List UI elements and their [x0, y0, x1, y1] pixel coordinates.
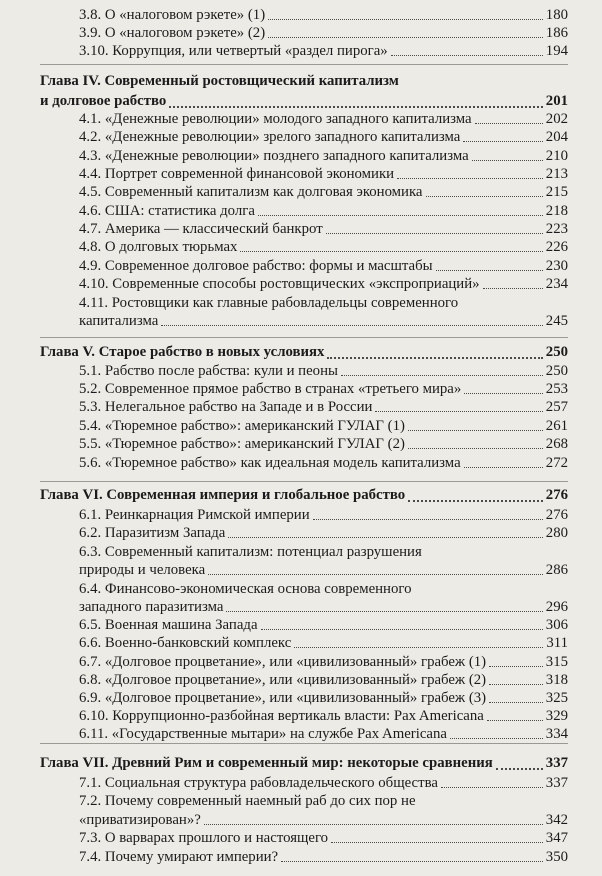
entry-title: 4.2. «Денежные революции» зрелого западного капитализма — [79, 129, 461, 145]
entry-page-number: 218 — [545, 203, 568, 219]
dot-leader — [258, 215, 543, 216]
entry-title: западного паразитизма — [79, 599, 224, 615]
entry-page-number: 223 — [545, 221, 568, 237]
dot-leader — [464, 393, 543, 394]
entry-page-number: 276 — [545, 507, 568, 523]
chapter-title: Глава VI. Современная империя и глобальное рабство — [40, 487, 406, 503]
dot-leader — [391, 55, 543, 56]
dot-leader — [261, 629, 543, 630]
entry-page-number: 186 — [545, 25, 568, 41]
dot-leader — [228, 537, 542, 538]
entry-page-number: 311 — [546, 635, 568, 651]
entry-title: 6.3. Современный капитализм: потенциал разрушения — [79, 544, 422, 560]
chapter-title: и долговое рабство — [40, 93, 167, 109]
entry-title: 5.6. «Тюремное рабство» как идеальная модель капитализма — [79, 455, 461, 471]
dot-leader — [408, 500, 543, 502]
section-divider — [40, 337, 568, 338]
entry-page-number: 245 — [545, 313, 568, 329]
entry-title: 4.5. Современный капитализм как долговая экономика — [79, 184, 423, 200]
toc-section-4-8[interactable] — [0, 238, 602, 257]
entry-page-number: 337 — [545, 755, 568, 771]
toc-section-6-7[interactable] — [0, 653, 602, 672]
entry-page-number: 280 — [545, 525, 568, 541]
dot-leader — [496, 768, 543, 770]
chapter-title: Глава V. Старое рабство в новых условиях — [40, 344, 325, 360]
toc-chapter-4-heading[interactable] — [0, 72, 602, 91]
entry-title: капитализма — [79, 313, 159, 329]
dot-leader — [204, 824, 543, 825]
dot-leader — [268, 19, 543, 20]
toc-section-6-3[interactable] — [0, 561, 602, 580]
entry-title: 6.9. «Долговое процветание», или «цивилизованный» грабеж (3) — [79, 690, 487, 706]
dot-leader — [463, 141, 542, 142]
entry-title: 4.11. Ростовщики как главные рабовладельцы современного — [79, 295, 459, 311]
entry-title: 6.7. «Долговое процветание», или «цивилизованный» грабеж (1) — [79, 654, 487, 670]
toc-chapter-4[interactable] — [0, 92, 602, 111]
entry-title: 6.1. Реинкарнация Римской империи — [79, 507, 310, 523]
entry-page-number: 261 — [545, 418, 568, 434]
section-divider — [40, 64, 568, 65]
toc-section-4-4[interactable] — [0, 165, 602, 184]
entry-title: 6.6. Военно-банковский комплекс — [79, 635, 292, 651]
entry-title: 7.3. О варварах прошлого и настоящего — [79, 830, 329, 846]
entry-title: 4.8. О долговых тюрьмах — [79, 239, 238, 255]
toc-section-4-10[interactable] — [0, 275, 602, 294]
dot-leader — [326, 233, 543, 234]
entry-page-number: 204 — [545, 129, 568, 145]
entry-page-number: 202 — [545, 111, 568, 127]
entry-page-number: 315 — [545, 654, 568, 670]
dot-leader — [472, 160, 543, 161]
dot-leader — [375, 411, 542, 412]
entry-page-number: 210 — [545, 148, 568, 164]
entry-title: 4.10. Современные способы ростовщических «экспроприаций» — [79, 276, 480, 292]
entry-title: 6.2. Паразитизм Запада — [79, 525, 226, 541]
dot-leader — [426, 196, 543, 197]
dot-leader — [408, 448, 543, 449]
dot-leader — [487, 720, 543, 721]
entry-title: 4.4. Портрет современной финансовой экономики — [79, 166, 395, 182]
entry-title: 6.4. Финансово-экономическая основа современного — [79, 581, 412, 597]
entry-page-number: 325 — [545, 690, 568, 706]
toc-section-3-8[interactable] — [0, 6, 602, 25]
chapter-title: Глава VII. Древний Рим и современный мир: некоторые сравнения — [40, 755, 493, 771]
dot-leader — [489, 684, 543, 685]
dot-leader — [483, 288, 543, 289]
toc-section-3-10[interactable] — [0, 42, 602, 61]
entry-page-number: 253 — [545, 381, 568, 397]
entry-title: 6.5. Военная машина Запада — [79, 617, 258, 633]
dot-leader — [489, 666, 543, 667]
entry-title: 5.4. «Тюремное рабство»: американский ГУЛАГ (1) — [79, 418, 405, 434]
entry-page-number: 234 — [545, 276, 568, 292]
entry-page-number: 230 — [545, 258, 568, 274]
entry-page-number: 268 — [545, 436, 568, 452]
dot-leader — [397, 178, 543, 179]
toc-section-4-11[interactable] — [0, 312, 602, 331]
toc-section-5-5[interactable] — [0, 435, 602, 454]
entry-title: 7.4. Почему умирают империи? — [79, 849, 279, 865]
entry-title: 4.6. США: статистика долга — [79, 203, 255, 219]
dot-leader — [208, 574, 543, 575]
entry-page-number: 272 — [545, 455, 568, 471]
entry-title: 4.7. Америка — классический банкрот — [79, 221, 323, 237]
entry-page-number: 342 — [545, 812, 568, 828]
entry-title: 4.1. «Денежные революции» молодого западного капитализма — [79, 111, 472, 127]
dot-leader — [441, 787, 543, 788]
entry-page-number: 250 — [545, 363, 568, 379]
entry-page-number: 286 — [545, 562, 568, 578]
entry-page-number: 257 — [545, 399, 568, 415]
toc-section-6-4[interactable] — [0, 598, 602, 617]
toc-chapter-7[interactable] — [0, 754, 602, 773]
entry-page-number: 250 — [545, 344, 568, 360]
dot-leader — [313, 519, 543, 520]
entry-title: «приватизирован»? — [79, 812, 201, 828]
toc-section-4-3[interactable] — [0, 147, 602, 166]
dot-leader — [327, 357, 542, 359]
entry-title: 7.1. Социальная структура рабовладельческого общества — [79, 775, 438, 791]
entry-title: 5.5. «Тюремное рабство»: американский ГУЛАГ (2) — [79, 436, 405, 452]
section-divider — [40, 481, 568, 482]
toc-section-5-4[interactable] — [0, 417, 602, 436]
toc-section-5-1[interactable] — [0, 362, 602, 381]
entry-page-number: 350 — [545, 849, 568, 865]
toc-section-4-6[interactable] — [0, 202, 602, 221]
dot-leader — [408, 430, 543, 431]
entry-page-number: 226 — [545, 239, 568, 255]
toc-section-7-4[interactable] — [0, 848, 602, 867]
entry-page-number: 296 — [545, 599, 568, 615]
entry-title: 6.11. «Государственные мытари» на службе Pax Americana — [79, 726, 447, 742]
toc-section-6-1[interactable] — [0, 506, 602, 525]
toc-section-6-9[interactable] — [0, 689, 602, 708]
toc-section-4-1[interactable] — [0, 110, 602, 129]
toc-section-6-3-line1[interactable] — [0, 543, 602, 562]
entry-title: природы и человека — [79, 562, 206, 578]
dot-leader — [268, 37, 543, 38]
entry-page-number: 347 — [545, 830, 568, 846]
entry-title: 5.2. Современное прямое рабство в странах «третьего мира» — [79, 381, 462, 397]
dot-leader — [464, 467, 543, 468]
toc-section-3-9[interactable] — [0, 24, 602, 43]
entry-page-number: 180 — [545, 7, 568, 23]
dot-leader — [226, 611, 542, 612]
toc-section-6-8[interactable] — [0, 671, 602, 690]
toc-section-4-11-line1[interactable] — [0, 294, 602, 313]
entry-title: 3.9. О «налоговом рэкете» (2) — [79, 25, 266, 41]
entry-page-number: 306 — [545, 617, 568, 633]
entry-title: 6.10. Коррупционно-разбойная вертикаль власти: Pax Americana — [79, 708, 484, 724]
dot-leader — [169, 106, 542, 108]
toc-section-7-1[interactable] — [0, 774, 602, 793]
entry-page-number: 194 — [545, 43, 568, 59]
entry-page-number: 318 — [545, 672, 568, 688]
toc-section-4-2[interactable] — [0, 128, 602, 147]
entry-title: 5.3. Нелегальное рабство на Западе и в России — [79, 399, 373, 415]
toc-section-6-5[interactable] — [0, 616, 602, 635]
entry-title: 7.2. Почему современный наемный раб до сих пор не — [79, 793, 416, 809]
entry-title: 5.1. Рабство после рабства: кули и пеоны — [79, 363, 338, 379]
entry-page-number: 334 — [545, 726, 568, 742]
entry-title: 4.3. «Денежные революции» позднего западного капитализма — [79, 148, 469, 164]
toc-section-4-9[interactable] — [0, 257, 602, 276]
entry-page-number: 329 — [545, 708, 568, 724]
chapter-title: Глава IV. Современный ростовщический капитализм — [40, 73, 399, 89]
toc-section-6-6[interactable] — [0, 634, 602, 653]
dot-leader — [489, 702, 543, 703]
dot-leader — [450, 738, 543, 739]
entry-page-number: 201 — [545, 93, 568, 109]
toc-chapter-5[interactable] — [0, 343, 602, 362]
toc-section-7-2-line1[interactable] — [0, 792, 602, 811]
dot-leader — [436, 270, 543, 271]
toc-chapter-6[interactable] — [0, 486, 602, 505]
toc-section-7-2[interactable] — [0, 811, 602, 830]
toc-section-4-7[interactable] — [0, 220, 602, 239]
dot-leader — [331, 842, 543, 843]
toc-section-5-6[interactable] — [0, 454, 602, 473]
entry-title: 6.8. «Долговое процветание», или «цивилизованный» грабеж (2) — [79, 672, 487, 688]
dot-leader — [475, 123, 543, 124]
dot-leader — [294, 647, 543, 648]
entry-page-number: 337 — [545, 775, 568, 791]
entry-page-number: 276 — [545, 487, 568, 503]
entry-title: 4.9. Современное долговое рабство: формы и масштабы — [79, 258, 433, 274]
toc-section-6-10[interactable] — [0, 707, 602, 726]
toc-section-6-11[interactable] — [0, 725, 602, 744]
entry-page-number: 215 — [545, 184, 568, 200]
toc-section-5-3[interactable] — [0, 398, 602, 417]
dot-leader — [281, 861, 543, 862]
entry-page-number: 213 — [545, 166, 568, 182]
entry-title: 3.8. О «налоговом рэкете» (1) — [79, 7, 266, 23]
dot-leader — [240, 251, 542, 252]
toc-section-7-3[interactable] — [0, 829, 602, 848]
entry-title: 3.10. Коррупция, или четвертый «раздел пирога» — [79, 43, 388, 59]
dot-leader — [161, 325, 543, 326]
toc-section-5-2[interactable] — [0, 380, 602, 399]
dot-leader — [341, 375, 543, 376]
toc-section-6-2[interactable] — [0, 524, 602, 543]
toc-section-4-5[interactable] — [0, 183, 602, 202]
toc-section-6-4-line1[interactable] — [0, 580, 602, 599]
